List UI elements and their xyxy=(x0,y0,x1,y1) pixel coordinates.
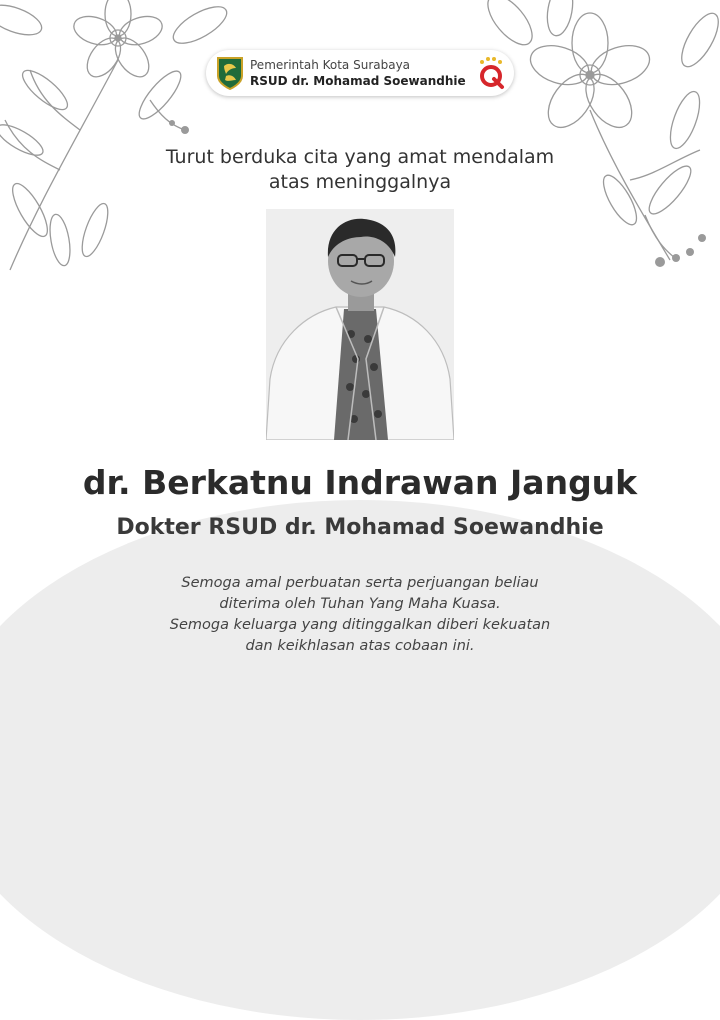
header-banner xyxy=(206,50,514,96)
floral-decoration-right xyxy=(470,0,720,280)
portrait-photo xyxy=(266,209,454,440)
condolence-line-1: Turut berduka cita yang amat mendalam xyxy=(165,146,555,168)
prayer-line-4: dan keikhlasan atas cobaan ini. xyxy=(245,638,475,654)
quality-badge-logo xyxy=(476,56,506,94)
deceased-role: Dokter RSUD dr. Mohamad Soewandhie xyxy=(116,515,604,540)
header-hospital-label: RSUD dr. Mohamad Soewandhie xyxy=(250,74,466,88)
prayer-line-1: Semoga amal perbuatan serta perjuangan beliau xyxy=(181,575,539,591)
city-crest-logo xyxy=(216,56,244,94)
prayer-line-2: diterima oleh Tuhan Yang Maha Kuasa. xyxy=(219,596,501,612)
prayer-line-3: Semoga keluarga yang ditinggalkan diberi kekuatan xyxy=(169,617,551,633)
floral-decoration-left xyxy=(0,0,240,280)
header-government-label: Pemerintah Kota Surabaya xyxy=(250,58,411,72)
condolence-line-2: atas meninggalnya xyxy=(268,171,452,193)
deceased-name: dr. Berkatnu Indrawan Janguk xyxy=(82,463,638,502)
